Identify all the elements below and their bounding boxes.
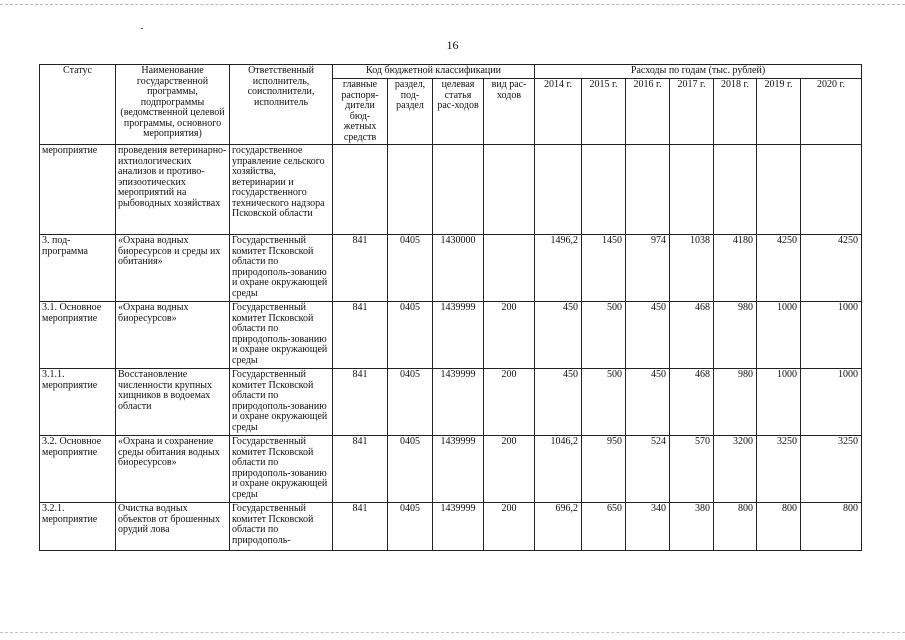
cell-responsible: Государственный комитет Псковской области по природополь-зованию и охране окружающей среды [230,302,333,369]
header-responsible: Ответственный исполнитель, соисполнители, исполнитель [230,65,333,145]
header-year-2020: 2020 г. [801,79,862,145]
cell-2019: 1000 [757,369,801,436]
table-row [40,302,862,369]
cell-2020 [801,145,862,235]
header-article: целевая статья рас-ходов [433,79,484,145]
cell-2014: 1046,2 [535,436,582,503]
cell-grbs: 841 [333,503,388,551]
header-year-2018: 2018 г. [714,79,757,145]
cell-section: 0405 [388,235,433,302]
scan-edge-bottom [0,632,905,633]
cell-status: 3.1.1. мероприятие [40,369,116,436]
cell-2016: 524 [626,436,670,503]
cell-2019 [757,145,801,235]
cell-article: 1439999 [433,369,484,436]
cell-kind: 200 [484,436,535,503]
table-row [40,369,862,436]
cell-article: 1439999 [433,503,484,551]
cell-2018: 800 [714,503,757,551]
cell-kind: 200 [484,369,535,436]
cell-2016 [626,145,670,235]
cell-article: 1430000 [433,235,484,302]
header-year-2019: 2019 г. [757,79,801,145]
header-status: Статус [40,65,116,145]
cell-section: 0405 [388,503,433,551]
cell-name: проведения ветеринарно-ихтиологических анализов и противо-эпизоотических мероприятий на рыбоводных хозяйствах [116,145,230,235]
cell-2017: 380 [670,503,714,551]
cell-name: Очистка водных объектов от брошенных орудий лова [116,503,230,551]
cell-2015: 1450 [582,235,626,302]
cell-2017: 570 [670,436,714,503]
cell-2020: 3250 [801,436,862,503]
cell-article: 1439999 [433,302,484,369]
cell-kind: 200 [484,302,535,369]
cell-2018: 980 [714,302,757,369]
scan-speck [141,28,143,29]
header-budget-code: Код бюджетной классификации [333,65,535,79]
cell-2017 [670,145,714,235]
page-number: 16 [446,38,459,52]
cell-section: 0405 [388,302,433,369]
cell-responsible: Государственный комитет Псковской области по природополь-зованию и охране окружающей среды [230,436,333,503]
cell-2016: 974 [626,235,670,302]
cell-section: 0405 [388,369,433,436]
cell-article: 1439999 [433,436,484,503]
cell-2014 [535,145,582,235]
cell-status: 3. под-программа [40,235,116,302]
scan-edge-top [0,4,905,5]
cell-2020: 800 [801,503,862,551]
cell-article [433,145,484,235]
cell-status: 3.1. Основное мероприятие [40,302,116,369]
cell-status: мероприятие [40,145,116,235]
cell-2016: 340 [626,503,670,551]
cell-2015: 500 [582,369,626,436]
header-kind: вид рас-ходов [484,79,535,145]
table-row [40,235,862,302]
header-section: раздел, под-раздел [388,79,433,145]
cell-2015: 650 [582,503,626,551]
cell-2017: 468 [670,369,714,436]
cell-2019: 1000 [757,302,801,369]
cell-responsible: государственное управление сельского хозяйства, ветеринарии и государственного технического надзора Псковской области [230,145,333,235]
cell-2018: 3200 [714,436,757,503]
table-row [40,503,862,551]
cell-2014: 450 [535,302,582,369]
cell-2019: 4250 [757,235,801,302]
cell-2015: 950 [582,436,626,503]
cell-grbs [333,145,388,235]
cell-status: 3.2. Основное мероприятие [40,436,116,503]
cell-name: «Охрана водных биоресурсов» [116,302,230,369]
cell-2018: 980 [714,369,757,436]
header-year-2014: 2014 г. [535,79,582,145]
header-name: Наименование государственной программы, подпрограммы (ведомственной целевой программы, основного мероприятия) [116,65,230,145]
header-expenses: Расходы по годам (тыс. рублей) [535,65,862,79]
cell-2018: 4180 [714,235,757,302]
cell-2016: 450 [626,369,670,436]
cell-responsible: Государственный комитет Псковской области по природополь-зованию и охране окружающей среды [230,369,333,436]
cell-section: 0405 [388,436,433,503]
header-year-2016: 2016 г. [626,79,670,145]
table-row [40,145,862,235]
cell-kind [484,235,535,302]
cell-responsible: Государственный комитет Псковской области по природополь-зованию и охране окружающей среды [230,235,333,302]
cell-name: Восстановление численности крупных хищников в водоемах области [116,369,230,436]
cell-kind: 200 [484,503,535,551]
cell-2017: 468 [670,302,714,369]
cell-kind [484,145,535,235]
budget-table [39,64,862,551]
cell-2014: 450 [535,369,582,436]
cell-grbs: 841 [333,235,388,302]
cell-2019: 800 [757,503,801,551]
cell-grbs: 841 [333,436,388,503]
cell-2020: 4250 [801,235,862,302]
cell-name: «Охрана и сохранение среды обитания водных биоресурсов» [116,436,230,503]
cell-2016: 450 [626,302,670,369]
cell-name: «Охрана водных биоресурсов и среды их обитания» [116,235,230,302]
cell-2019: 3250 [757,436,801,503]
cell-status: 3.2.1. мероприятие [40,503,116,551]
cell-2014: 1496,2 [535,235,582,302]
cell-2018 [714,145,757,235]
cell-section [388,145,433,235]
cell-grbs: 841 [333,369,388,436]
header-year-2015: 2015 г. [582,79,626,145]
cell-2015 [582,145,626,235]
cell-2017: 1038 [670,235,714,302]
header-grbs: главные распоря-дители бюд-жетных средств [333,79,388,145]
cell-grbs: 841 [333,302,388,369]
table-row [40,436,862,503]
cell-2020: 1000 [801,369,862,436]
cell-2015: 500 [582,302,626,369]
cell-responsible: Государственный комитет Псковской области по природополь- [230,503,333,551]
header-year-2017: 2017 г. [670,79,714,145]
cell-2014: 696,2 [535,503,582,551]
cell-2020: 1000 [801,302,862,369]
